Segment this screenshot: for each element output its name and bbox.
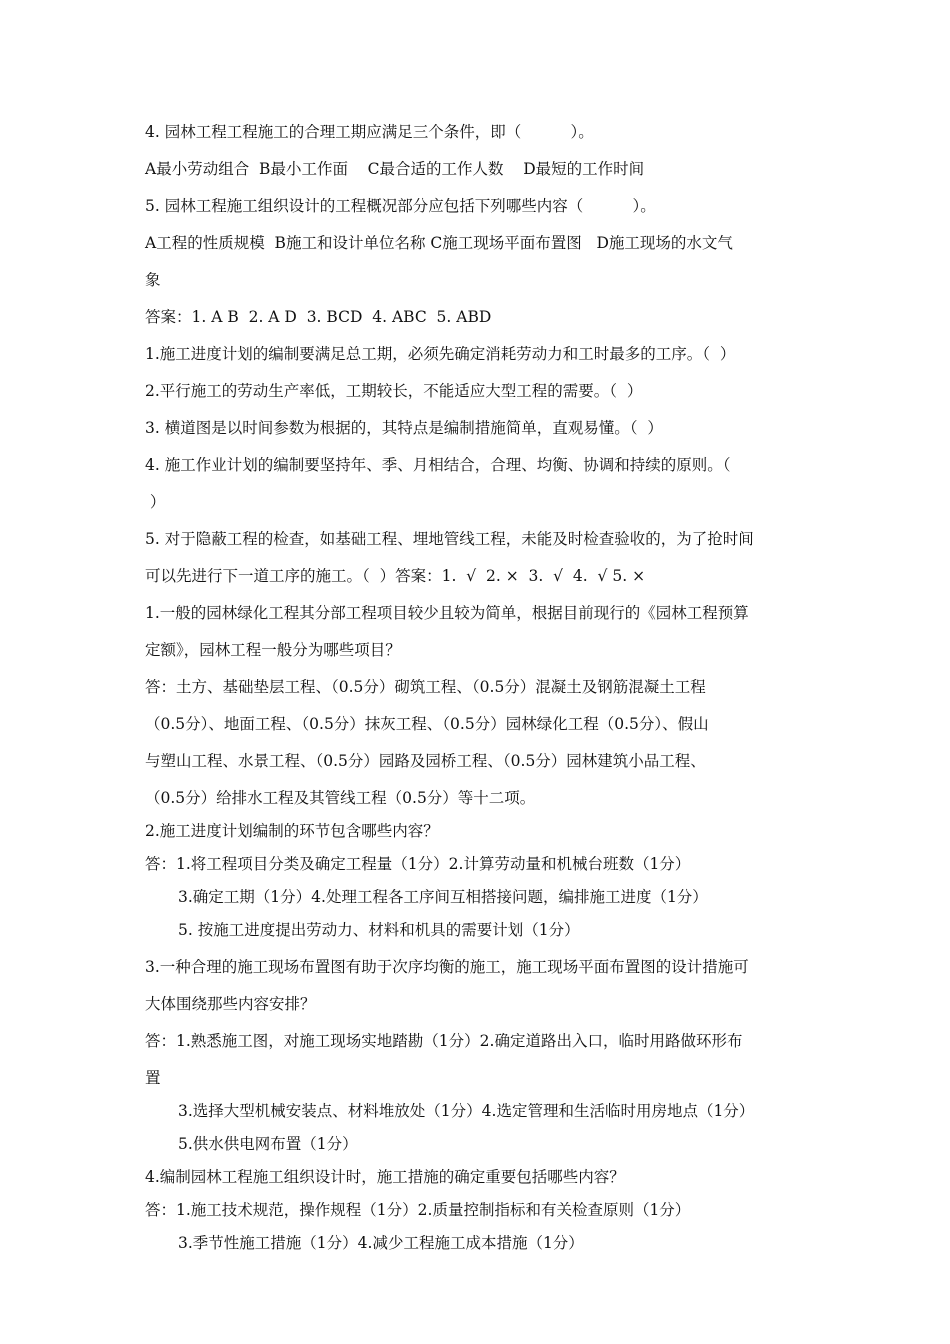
short-answer-3-question: 3.一种合理的施工现场布置图有助于次序均衡的施工，施工现场平面布置图的设计措施可: [145, 958, 749, 976]
question-4-stem: 4. 园林工程工程施工的合理工期应满足三个条件，即（ ）。: [145, 123, 594, 141]
document-page: [145, 122, 810, 1253]
short-answer-1-answer-cont-1: （0.5分）、地面工程、（0.5分）抹灰工程、（0.5分）园林绿化工程（0.5分）、假山: [145, 715, 709, 733]
short-answer-3-answer-1-cont: 置: [145, 1069, 161, 1087]
true-false-5-cont-answers: 可以先进行下一道工序的施工。（ ）答案：1. √ 2. × 3. √ 4. √ 5. ×: [145, 567, 646, 585]
short-answer-2-answer-3: 5. 按施工进度提出劳动力、材料和机具的需要计划（1分）: [178, 921, 580, 939]
short-answer-3-question-cont: 大体围绕那些内容安排？: [145, 995, 316, 1013]
true-false-5: 5. 对于隐蔽工程的检查，如基础工程、埋地管线工程，未能及时检查验收的，为了抢时间: [145, 530, 754, 548]
multiple-choice-answers: 答案：1. A B 2. A D 3. BCD 4. ABC 5. ABD: [145, 308, 492, 326]
short-answer-3-answer-3: 5.供水供电网布置（1分）: [178, 1135, 358, 1153]
short-answer-1-question: 1.一般的园林绿化工程其分部工程项目较少且较为简单，根据目前现行的《园林工程预算: [145, 604, 749, 622]
short-answer-1-answer-cont-3: （0.5分）给排水工程及其管线工程（0.5分）等十二项。: [145, 789, 536, 807]
true-false-1: 1.施工进度计划的编制要满足总工期，必须先确定消耗劳动力和工时最多的工序。（ ）: [145, 345, 736, 363]
short-answer-1-question-cont: 定额》，园林工程一般分为哪些项目？: [145, 641, 401, 659]
short-answer-1-answer-cont-2: 与塑山工程、水景工程、（0.5分）园路及园桥工程、（0.5分）园林建筑小品工程、: [145, 752, 706, 770]
short-answer-4-answer-2: 3.季节性施工措施（1分）4.减少工程施工成本措施（1分）: [178, 1234, 584, 1252]
short-answer-2-answer-1: 答：1.将工程项目分类及确定工程量（1分）2.计算劳动量和机械台班数（1分）: [145, 855, 691, 873]
short-answer-2-answer-2: 3.确定工期（1分）4.处理工程各工序间互相搭接问题，编排施工进度（1分）: [178, 888, 708, 906]
short-answer-4-answer-1: 答：1.施工技术规范，操作规程（1分）2.质量控制指标和有关检查原则（1分）: [145, 1201, 691, 1219]
short-answer-1-answer: 答：土方、基础垫层工程、（0.5分）砌筑工程、（0.5分）混凝土及钢筋混凝土工程: [145, 678, 706, 696]
question-5-options-cont: 象: [145, 271, 161, 289]
question-4-options: A最小劳动组合 B最小工作面 C最合适的工作人数 D最短的工作时间: [145, 160, 645, 178]
true-false-4: 4. 施工作业计划的编制要坚持年、季、月相结合，合理、均衡、协调和持续的原则。（: [145, 456, 731, 474]
question-5-options: A工程的性质规模 B施工和设计单位名称 C施工现场平面布置图 D施工现场的水文气: [145, 234, 733, 252]
true-false-4-cont: ）: [145, 493, 166, 511]
true-false-2: 2.平行施工的劳动生产率低，工期较长，不能适应大型工程的需要。（ ）: [145, 382, 643, 400]
short-answer-3-answer-1: 答：1.熟悉施工图，对施工现场实地踏勘（1分）2.确定道路出入口，临时用路做环形布: [145, 1032, 743, 1050]
short-answer-3-answer-2: 3.选择大型机械安装点、材料堆放处（1分）4.选定管理和生活临时用房地点（1分）: [178, 1102, 755, 1120]
short-answer-4-question: 4.编制园林工程施工组织设计时，施工措施的确定重要包括哪些内容？: [145, 1168, 625, 1186]
question-5-stem: 5. 园林工程施工组织设计的工程概况部分应包括下列哪些内容（ ）。: [145, 197, 656, 215]
true-false-3: 3. 横道图是以时间参数为根据的，其特点是编制措施简单，直观易懂。（ ）: [145, 419, 663, 437]
short-answer-2-question: 2.施工进度计划编制的环节包含哪些内容？: [145, 822, 439, 840]
